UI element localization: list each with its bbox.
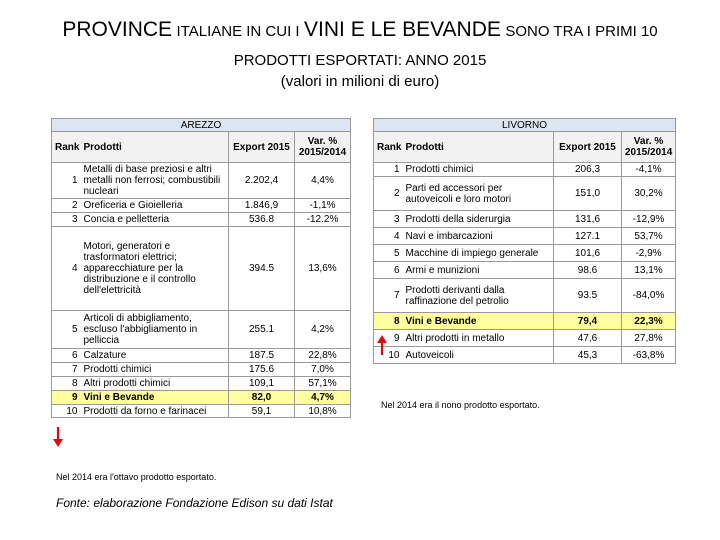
table-row: 4 Navi e imbarcazioni 127.1 53,7% xyxy=(374,228,676,245)
table-row: 3 Prodotti della siderurgia 131,6 -12,9% xyxy=(374,211,676,228)
title-italiane: ITALIANE IN CUI I xyxy=(176,23,300,40)
table-row: 4 Motori, generatori e trasformatori elettrici; apparecchiature per la distribuzione e il controllo dell'elettricità 394.5 13,6% xyxy=(52,227,351,311)
table-row: 1 Metalli di base preziosi e altri metalli non ferrosi; combustibili nucleari 2.202,4 4,4% xyxy=(52,163,351,199)
header-product: Prodotti xyxy=(403,132,554,163)
province-name-livorno: LIVORNO xyxy=(374,119,676,132)
header-product: Prodotti xyxy=(81,132,229,163)
table-row: 5 Articoli di abbigliamento, escluso l'abbigliamento in pelliccia 255.1 4,2% xyxy=(52,311,351,349)
table-row: 9 Altri prodotti in metallo 47,6 27,8% xyxy=(374,330,676,347)
table-row-highlighted: 8 Vini e Bevande 79,4 22,3% xyxy=(374,313,676,330)
table-row: 7 Prodotti chimici 175.6 7,0% xyxy=(52,363,351,377)
table-row-highlighted: 9 Vini e Bevande 82,0 4,7% xyxy=(52,391,351,405)
table-row: 10 Autoveicoli 45,3 -63,8% xyxy=(374,347,676,364)
livorno-table xyxy=(373,118,676,364)
header-var: Var. % 2015/2014 xyxy=(295,132,351,163)
arezzo-table xyxy=(51,118,351,418)
title-province: PROVINCE xyxy=(62,18,173,41)
livorno-note: Nel 2014 era il nono prodotto esportato. xyxy=(381,400,540,410)
header-var: Var. % 2015/2014 xyxy=(622,132,676,163)
table-row: 6 Armi e munizioni 98.6 13,1% xyxy=(374,262,676,279)
table-row: 2 Oreficeria e Gioielleria 1.846,9 -1,1% xyxy=(52,199,351,213)
table-row: 6 Calzature 187.5 22,8% xyxy=(52,349,351,363)
source-note: Fonte: elaborazione Fondazione Edison su dati Istat xyxy=(56,496,333,510)
table-row: 3 Concia e pelletteria 536.8 -12.2% xyxy=(52,213,351,227)
title-vini: VINI E LE BEVANDE xyxy=(304,18,501,41)
page-title-line1 xyxy=(0,18,720,42)
title-tra-primi: SONO TRA I PRIMI 10 xyxy=(505,23,658,40)
header-rank: Rank xyxy=(52,132,81,163)
header-export: Export 2015 xyxy=(554,132,622,163)
table-row: 10 Prodotti da forno e farinacei 59,1 10,8% xyxy=(52,405,351,418)
table-row: 7 Prodotti derivanti dalla raffinazione del petrolio 93.5 -84,0% xyxy=(374,279,676,313)
table-row: 5 Macchine di impiego generale 101,6 -2,9% xyxy=(374,245,676,262)
table-row: 1 Prodotti chimici 206,3 -4,1% xyxy=(374,163,676,177)
arrow-down-icon xyxy=(53,426,63,448)
page-units: (valori in milioni di euro) xyxy=(280,73,440,90)
province-name-arezzo: AREZZO xyxy=(52,119,351,132)
table-row: 2 Parti ed accessori per autoveicoli e loro motori 151,0 30,2% xyxy=(374,177,676,211)
arezzo-note: Nel 2014 era l'ottavo prodotto esportato. xyxy=(56,472,217,482)
arrow-up-icon xyxy=(377,334,387,356)
header-export: Export 2015 xyxy=(229,132,295,163)
page-subtitle: PRODOTTI ESPORTATI: ANNO 2015 xyxy=(233,52,487,69)
table-row: 8 Altri prodotti chimici 109,1 57,1% xyxy=(52,377,351,391)
header-rank: Rank xyxy=(374,132,403,163)
